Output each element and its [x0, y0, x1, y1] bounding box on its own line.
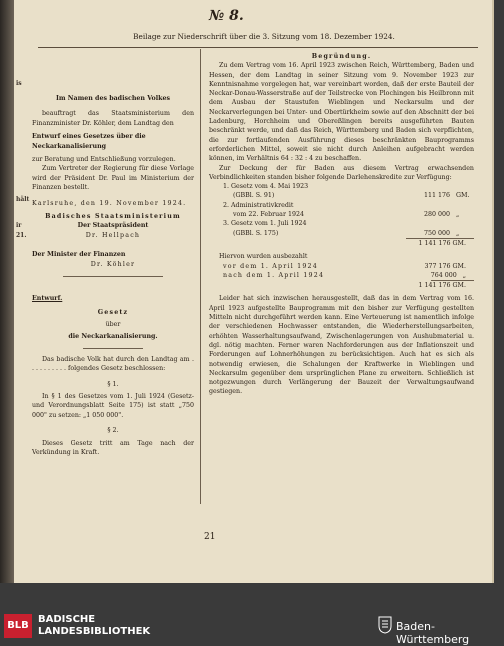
- left-column: [32, 52, 194, 457]
- state-ministry: Badisches Staatsministerium: [45, 213, 181, 221]
- margin-fragment: is: [16, 80, 22, 87]
- header-rule: [38, 47, 478, 48]
- previous-page-margin: [14, 0, 28, 583]
- credit-total: 1 141 176 GM.: [418, 239, 466, 247]
- justification-paragraph-1: Zu dem Vertrag vom 16. April 1923 zwischen Reich, Württemberg, Baden und Hessen, der dem Landtag in seiner Sitzung vom 9. November 1923 zur Kenntnisnahme vorgelegen hat, war vereinbart worden, daß der erste Bauteil der Neckar-Donau-Wasserstraße auf der Teilstrecke von Plochingen bis Heilbronn mit dem Ausbau der Staustufen Wieblingen und Neckarsulm und der Neckarverlegungen bei Unter- und Obertürkheim sowie auf den Abschnitt der bei Ladenburg, Horchheim und Obereßlingen bereits ausgeführten Bauten beschränkt werde, und daß das Reich, Württemberg und Baden sich verpflichten, die zur fortlaufenden Ausführung dieses beschränkten Bauprogramms erforderlichen Mittel, soweit sie nicht durch Anleihen aufgebracht werden können, im Verhältnis 64 : 32 : 4 zu beschaffen.: [209, 62, 474, 163]
- document-subtitle: Beilage zur Niederschrift über die 3. Sitzung vom 18. Dezember 1924.: [133, 32, 395, 41]
- column-divider: [200, 49, 201, 504]
- disbursement-list: [209, 262, 474, 291]
- law-heading: Gesetz: [97, 308, 129, 316]
- right-column: [209, 52, 474, 397]
- section-1-heading: § 1.: [107, 380, 119, 388]
- list-item: vom 22. Februar 1924 280 000 „: [233, 211, 460, 219]
- list-item: (GBBl. S. 175) 750 000 „: [223, 229, 474, 239]
- list-item: 1. Gesetz vom 4. Mai 1923: [223, 183, 309, 191]
- mandate-text: beauftragt das Staatsministerium den Finanzminister Dr. Köhler, dem Landtag den: [32, 110, 194, 127]
- section-1-text: In § 1 des Gesetzes vom 1. Juli 1924 (Gesetz- und Verordnungsblatt Seite 175) ist statt „750 000" zu setzen: „1 050 000".: [32, 392, 194, 419]
- state-president-name: Dr. Hellpach: [85, 231, 141, 239]
- margin-fragment: hält: [16, 196, 30, 203]
- blb-name: BADISCHE LANDESBIBLIOTHEK: [38, 614, 151, 637]
- law-subject: die Neckarkanalisierung.: [68, 333, 158, 341]
- list-item: vor dem 1. April 1924 377 176 GM.: [223, 262, 466, 270]
- bill-title: Entwurf eines Gesetzes über die Neckarkanalisierung: [32, 133, 146, 150]
- blb-logo: BLB: [4, 614, 32, 638]
- bw-coat-of-arms-icon: [378, 616, 392, 634]
- section-2-text: Dieses Gesetz tritt am Tage nach der Verkündung in Kraft.: [32, 439, 194, 456]
- section-rule: [63, 276, 163, 277]
- state-president-title: Der Staatspräsident: [77, 222, 149, 230]
- representative-text: Zum Vertreter der Regierung für diese Vorlage wird der Präsident Dr. Paul im Ministerium der Finanzen bestellt.: [32, 165, 194, 192]
- margin-fragment: 21.: [16, 232, 27, 239]
- disbursement-total: 1 141 176 GM.: [418, 282, 466, 290]
- section-2-heading: § 2.: [107, 427, 119, 435]
- document-page: [14, 0, 494, 583]
- deliberation-text: zur Beratung und Entschließung vorzulegen.: [32, 156, 176, 164]
- bw-name: Baden-Württemberg: [396, 620, 470, 646]
- list-item: 2. Administrativkredit: [223, 201, 294, 209]
- place-date: Karlsruhe, den 19. November 1924.: [32, 199, 187, 207]
- im-namen-heading: Im Namen des badischen Volkes: [55, 95, 171, 102]
- list-item: (GBBl. S. 91) 111 176 GM.: [233, 192, 470, 200]
- finance-minister-title: Der Minister der Finanzen: [32, 251, 126, 259]
- credit-list: [209, 182, 474, 248]
- book-binding: [0, 0, 14, 583]
- list-item: nach dem 1. April 1924 764 000 „: [223, 271, 474, 281]
- justification-paragraph-3: Leider hat sich inzwischen herausgestellt, daß das in dem Vertrag vom 16. April 1923 aufgestellte Bauprogramm mit den bisher zur Verfügung gestellten Mitteln nicht durchgeführt werden kann. Eine Verteuerung ist namentlich infolge der verschiedenen Hochwasser entstanden, die Wiederherstellungsarbeiten, erhöhten Wasserhaltungsaufwand, Zwischenlagerungen von Aushubmaterial u. dgl. nötig machten. Ferner waren Nachforderungen aus der Inflationszeit und Forderungen auf Lohnerhöhungen zu berücksichtigen. Auch hat es sich als notwendig erwiesen, die Schalungen der Kraftwerke in Wieblingen und Neckarsulm gegenüber dem ursprünglichen Plane zu erweitern. Schließlich ist notgezwungen durch Verlängerung der Bauzeit der Verwaltungsaufwand gestiegen.: [209, 295, 474, 396]
- list-item: 3. Gesetz vom 1. Juli 1924: [223, 220, 307, 228]
- law-rule: [83, 348, 143, 349]
- finance-minister-name: Dr. Köhler: [90, 260, 136, 268]
- page-footer-number: 21: [204, 532, 216, 542]
- draft-label: Entwurf.: [32, 295, 63, 303]
- enactment-clause: Das badische Volk hat durch den Landtag am . . . . . . . . . . folgendes Gesetz beschlossen:: [32, 355, 194, 373]
- law-ueber: über: [105, 320, 121, 328]
- justification-paragraph-2: Zur Deckung der für Baden aus diesem Vertrag erwachsenden Verbindlichkeiten standen bisher folgende Darlehenskredite zur Verfügung:: [209, 164, 474, 181]
- document-number: № 8.: [209, 8, 244, 24]
- justification-heading: Begründung.: [311, 53, 372, 60]
- disbursement-intro: Hiervon wurden ausbezahlt: [219, 253, 308, 261]
- margin-fragment: ir: [16, 222, 22, 229]
